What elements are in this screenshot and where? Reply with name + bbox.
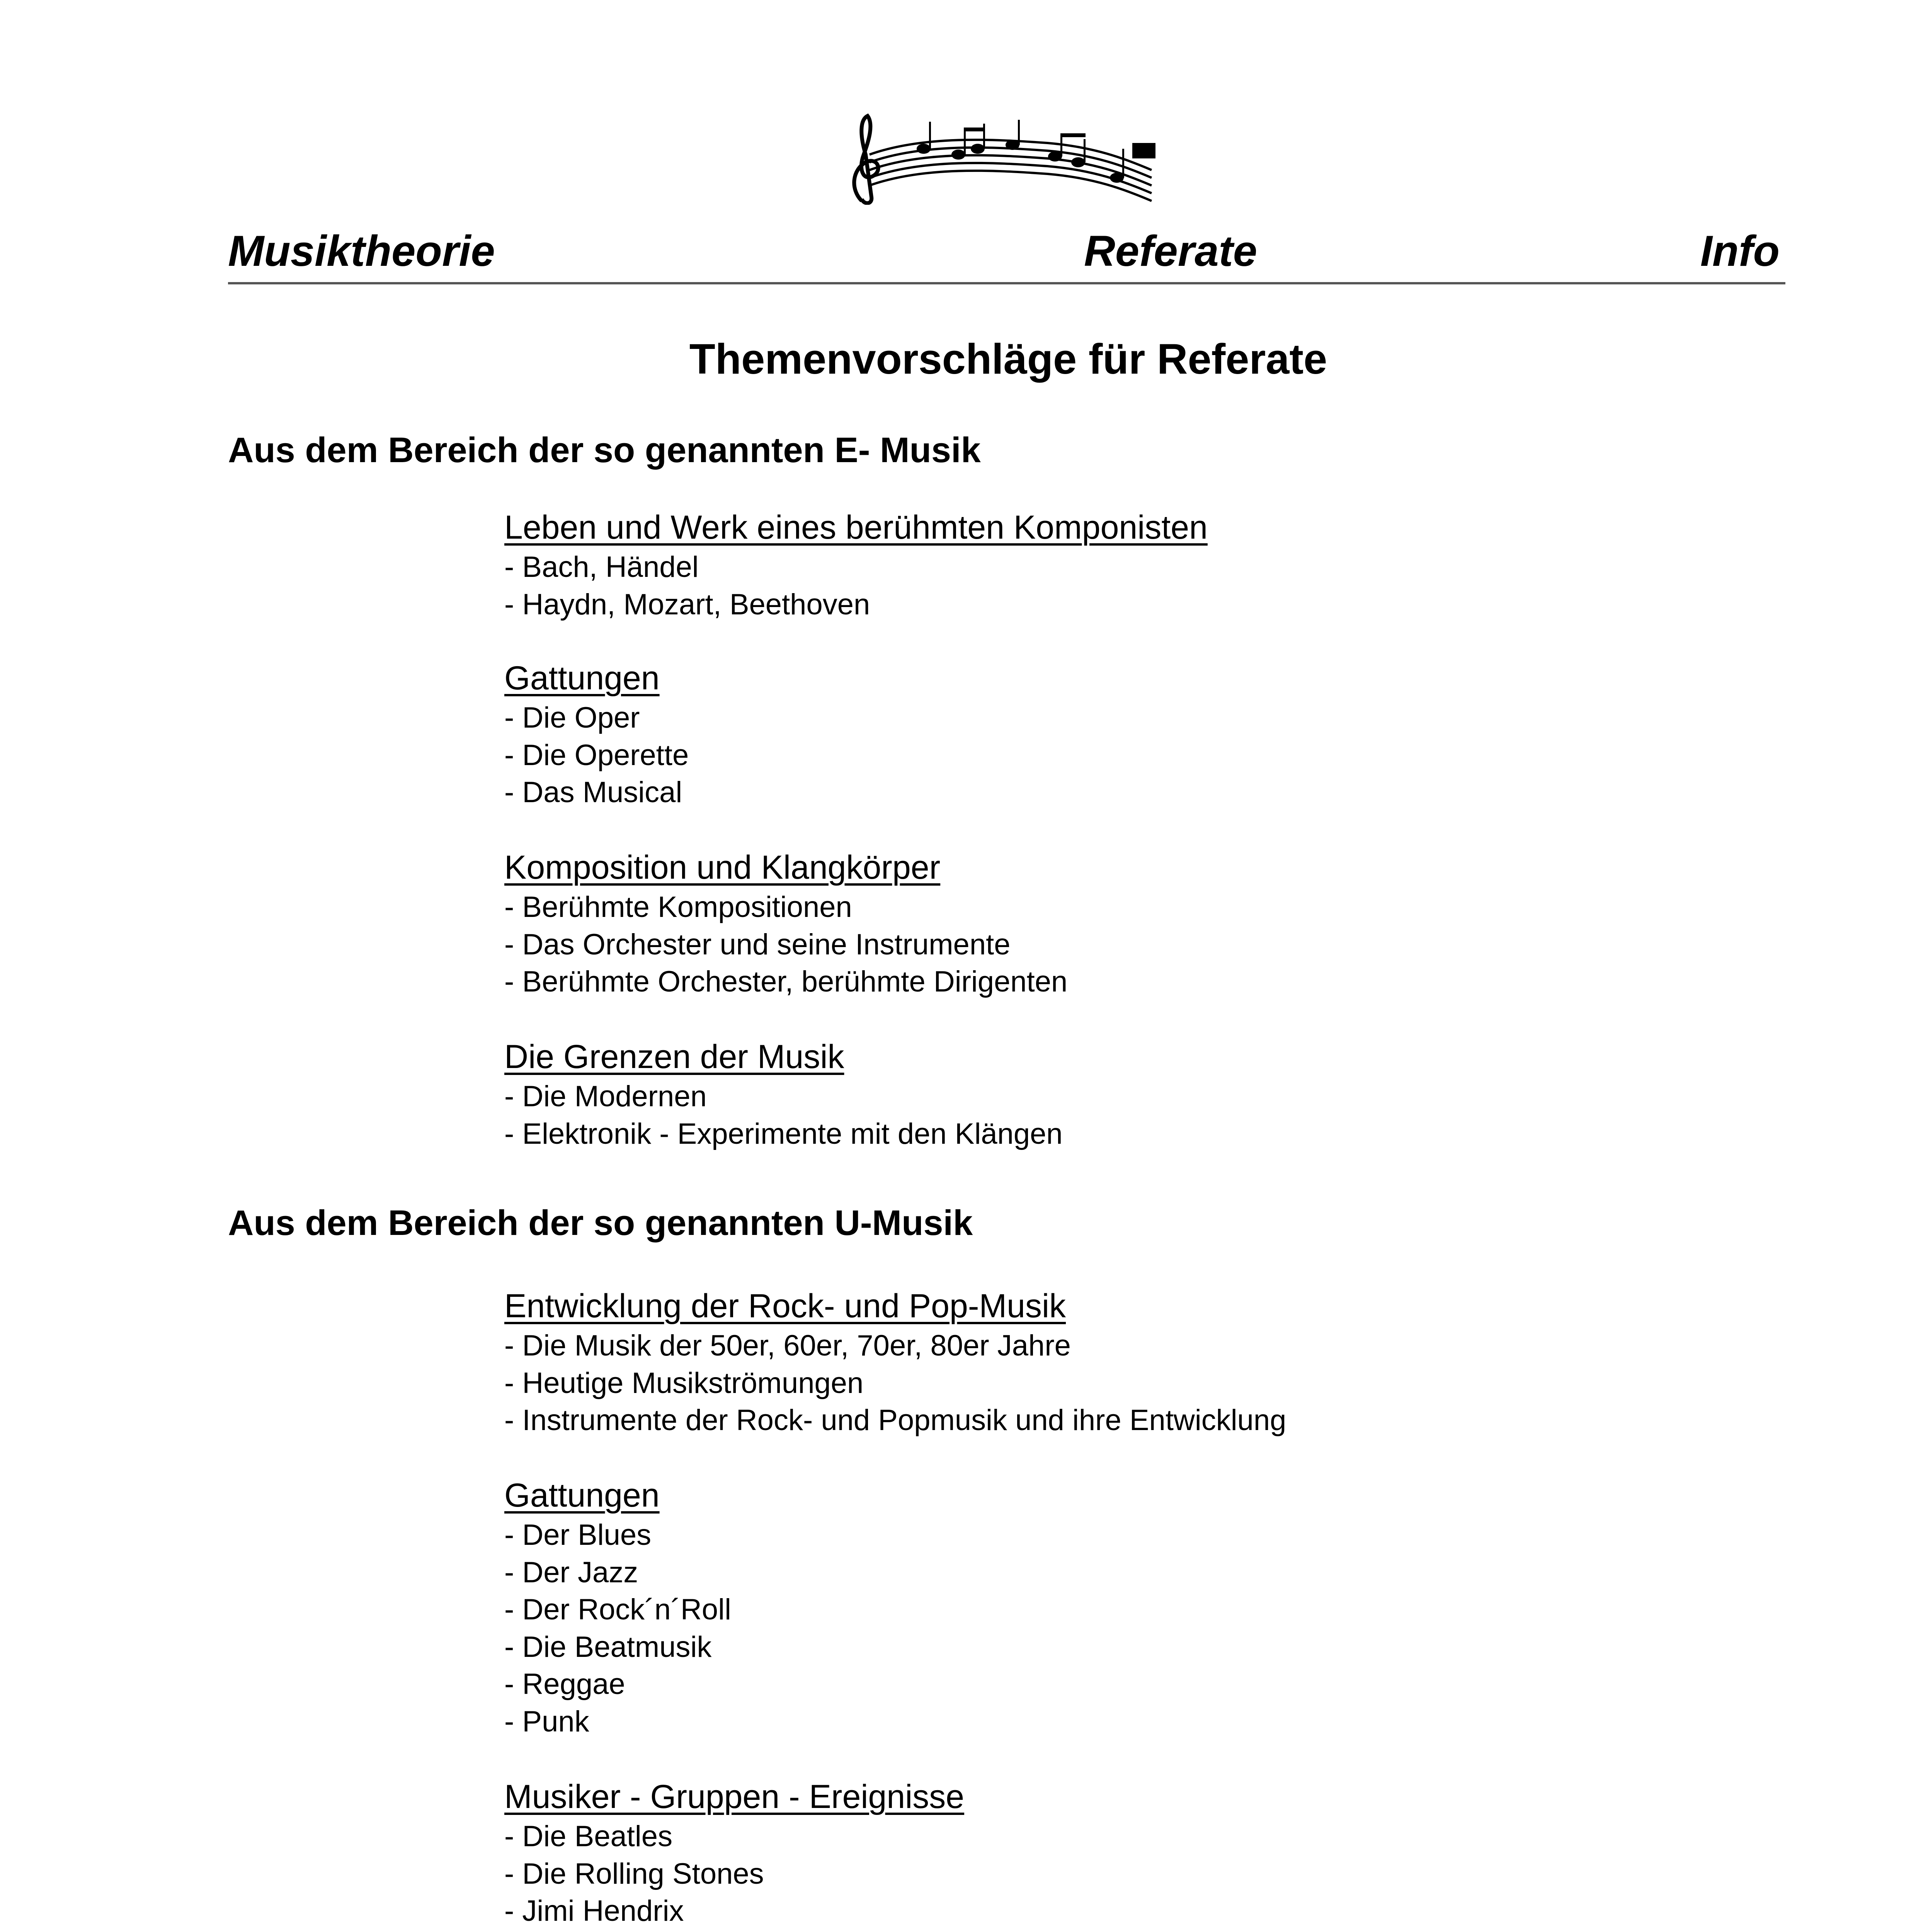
page-title: Themenvorschläge für Referate [689,335,1327,383]
topic-group [504,1036,1780,1153]
list-item: - Der Rock´n´Roll [504,1593,731,1626]
header-divider [228,282,1785,284]
topic-heading: Gattungen [504,1477,660,1514]
topic-group [504,657,1780,811]
header-right: Info [1700,227,1780,275]
list-item: - Bach, Händel [504,551,699,583]
topic-heading: Komposition und Klangkörper [504,849,941,886]
list-item: - Elektronik - Experimente mit den Klängen [504,1117,1063,1150]
topic-heading: Entwicklung der Rock- und Pop-Musik [504,1287,1066,1325]
list-item: - Die Rolling Stones [504,1857,764,1890]
topic-heading: Leben und Werk eines berühmten Komponisten [504,509,1208,546]
topic-group [504,846,1780,1001]
topic-group [504,506,1780,623]
list-item: - Das Musical [504,776,682,809]
list-item [504,1930,1780,1932]
list-item: - Das Orchester und seine Instrumente [504,928,1011,961]
list-item: - Der Jazz [504,1556,638,1589]
section-heading-u-musik: Aus dem Bereich der so genannten U-Musik [228,1203,973,1243]
topic-heading: Die Grenzen der Musik [504,1038,844,1075]
list-item: - Heutige Musikströmungen [504,1366,864,1400]
header-center: Referate [1084,227,1257,275]
list-item: - Die Operette [504,738,689,772]
list-item: - Die Musik der 50er, 60er, 70er, 80er Jahre [504,1329,1071,1362]
header-left: Musiktheorie [228,227,495,275]
page-header [228,222,1785,284]
list-item: - Die Oper [504,701,640,734]
list-item: - Punk [504,1705,589,1738]
topic-group [504,1776,1780,1932]
list-item: - Berühmte Kompositionen [504,891,852,923]
list-item: - Reggae [504,1668,625,1701]
topic-heading: Musiker - Gruppen - Ereignisse [504,1778,965,1815]
list-item: - Die Beatmusik [504,1630,712,1663]
list-item: - Haydn, Mozart, Beethoven [504,588,870,621]
topic-heading: Gattungen [504,660,660,697]
list-item: - Die Beatles [504,1820,673,1853]
music-staff-notes-icon [846,112,1163,205]
list-item: - Jimi Hendrix [504,1895,684,1927]
list-item: - Instrumente der Rock- und Popmusik und ihre Entwicklung [504,1404,1286,1437]
topic-group [504,1285,1780,1439]
list-item: - Berühmte Orchester, berühmte Dirigenten [504,965,1068,998]
topic-group [504,1474,1780,1740]
list-item: - Der Blues [504,1519,652,1551]
list-item: - Die Modernen [504,1080,707,1113]
section-heading-e-musik: Aus dem Bereich der so genannten E- Musik [228,430,981,470]
